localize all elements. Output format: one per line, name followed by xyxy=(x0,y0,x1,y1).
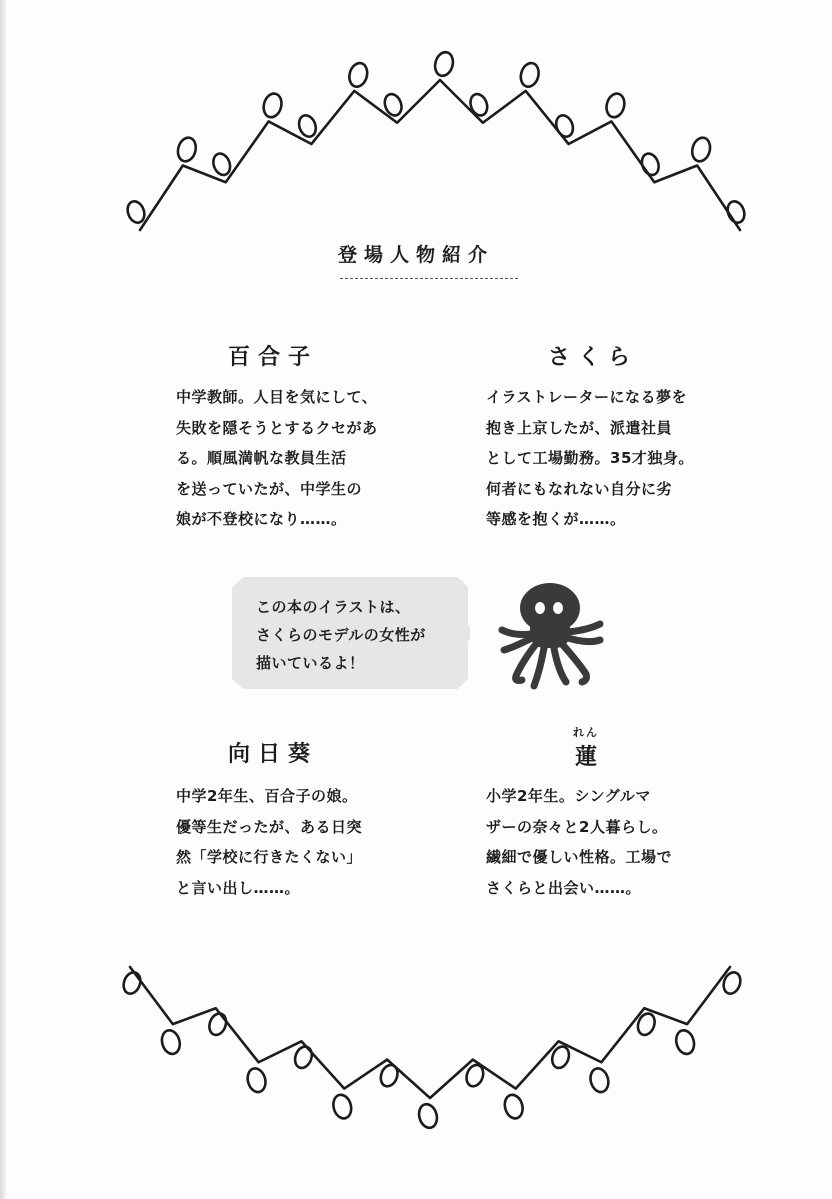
character-name-yuriko: 百合子 xyxy=(228,345,319,370)
desc-line: 何者にもなれない自分に劣 xyxy=(486,479,673,498)
ornament-loop xyxy=(433,50,456,78)
ornament-loop xyxy=(588,1066,611,1094)
character-name-sakura: さくら xyxy=(548,345,639,370)
ornament-loop xyxy=(207,1011,229,1037)
desc-line: ザーの奈々と2人暮らし。 xyxy=(486,817,668,836)
desc-line: 中学2年生、百合子の娘。 xyxy=(176,787,358,805)
ornament-loop xyxy=(468,92,490,118)
bubble-line: さくらのモデルの女性が xyxy=(256,626,426,644)
loop-chain-ornament-top xyxy=(0,40,832,260)
ornament-loop xyxy=(331,1093,354,1121)
ornament-loop xyxy=(121,970,143,996)
character-name-ren xyxy=(566,724,606,771)
ornament-loop xyxy=(690,136,713,164)
title-divider xyxy=(340,278,518,279)
ornament-loop xyxy=(502,1093,525,1121)
desc-line: 優等生だったが、ある日突 xyxy=(176,817,363,836)
desc-line: 然「学校に行きたくない」 xyxy=(176,848,363,866)
desc-line: として工場勤務。35才独身。 xyxy=(486,449,694,467)
desc-line: 小学2年生。シングルマ xyxy=(486,787,651,805)
ornament-loop xyxy=(604,92,627,120)
character-desc-himawari xyxy=(176,781,406,903)
section-title: 登場人物紹介 xyxy=(337,244,494,266)
desc-line: 中学教師。人目を気にして、 xyxy=(176,388,378,406)
ornament-loop xyxy=(674,1028,697,1056)
ornament-loop xyxy=(296,113,318,139)
speech-bubble-text xyxy=(256,593,426,677)
desc-line: 娘が不登校になり……。 xyxy=(176,510,347,528)
bubble-line: 描いているよ！ xyxy=(256,654,365,672)
character-desc-yuriko xyxy=(176,382,406,535)
ornament-loop xyxy=(211,151,233,177)
desc-line: 等感を抱くが……。 xyxy=(486,510,626,528)
desc-line: る。順風満帆な教員生活 xyxy=(176,449,347,467)
ornament-loop xyxy=(159,1028,182,1056)
desc-line: さくらと出会い……。 xyxy=(486,878,642,897)
loop-chain-ornament-bottom xyxy=(0,935,832,1135)
ornament-loop xyxy=(417,1102,440,1130)
character-name-himawari: 向日葵 xyxy=(228,742,319,767)
ornament-loop xyxy=(553,113,575,139)
desc-line: 失敗を隠そうとするクセがあ xyxy=(176,418,378,437)
desc-line: 繊細で優しい性格。工場で xyxy=(486,848,673,866)
octopus-mascot-icon xyxy=(492,578,612,698)
ornament-loop xyxy=(175,136,198,164)
desc-line: を送っていたが、中学生の xyxy=(176,479,363,498)
ornament-loop xyxy=(292,1044,314,1070)
desc-line: 抱き上京したが、派遣社員 xyxy=(486,418,673,437)
character-desc-sakura xyxy=(486,382,716,535)
name-base: 蓮 xyxy=(574,745,597,770)
speech-bubble xyxy=(230,575,470,691)
ornament-loop xyxy=(245,1066,268,1094)
character-desc-ren xyxy=(486,781,716,903)
ornament-loop xyxy=(378,1063,400,1089)
ornament-loop xyxy=(261,92,284,120)
ornament-loop xyxy=(518,61,541,89)
desc-line: と言い出し……。 xyxy=(176,878,301,897)
ornament-loop xyxy=(125,199,147,225)
desc-line: イラストレーターになる夢を xyxy=(486,388,688,406)
ornament-loop xyxy=(347,61,370,89)
bubble-line: この本のイラストは、 xyxy=(256,598,411,616)
name-ruby: れん xyxy=(573,726,599,739)
